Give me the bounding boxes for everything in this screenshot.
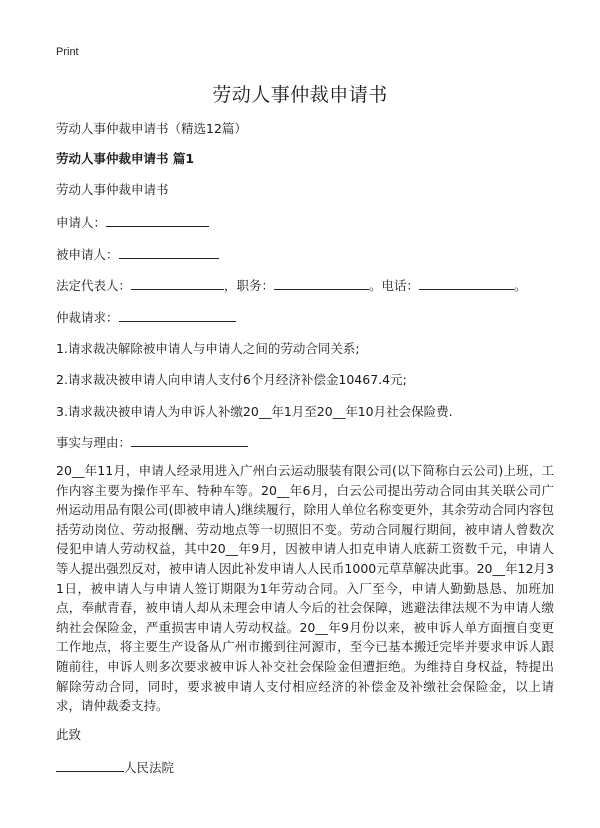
- document-subtitle: 劳动人事仲裁申请书（精选12篇）: [56, 121, 247, 136]
- form-title: 劳动人事仲裁申请书: [56, 182, 169, 197]
- facts-row: [56, 434, 248, 451]
- print-link[interactable]: Print: [56, 46, 79, 58]
- request-blank: [119, 309, 236, 322]
- court-suffix: 人民法院: [124, 760, 175, 775]
- respondent-blank: [119, 246, 219, 259]
- court-row: [56, 759, 174, 776]
- phone-label: 。电话：: [369, 278, 420, 293]
- applicant-label: 申请人：: [56, 215, 107, 230]
- request-item-2: 2.请求裁决被申请人向申请人支付6个月经济补偿金10467.4元;: [56, 372, 407, 387]
- position-label: ，职务：: [224, 278, 275, 293]
- closing-text: 此致: [56, 727, 82, 742]
- applicant-row: [56, 214, 209, 231]
- section-heading: 劳动人事仲裁申请书 篇1: [56, 151, 195, 166]
- legal-rep-row: [56, 277, 527, 294]
- phone-blank: [419, 277, 514, 290]
- request-item-1: 1.请求裁决解除被申请人与申请人之间的劳动合同关系;: [56, 341, 360, 356]
- facts-body-paragraph: 20__年11月，申请人经录用进入广州白云运动服装有限公司(以下简称白云公司)上班，工作内容主要为操作平车、特种车等。20__年6月，白云公司提出劳动合同由其关联公司广州运动用品有限公司(即被申请人)继续履行，除用人单位名称变更外，其余劳动合同内容包括劳动岗位、劳动报酬、劳动地点等一切照旧不变。劳动合同履行期间，被申请人曾数次侵犯申请人劳动权益，其中20__年9月，因被申请人扣克申请人底薪工资数千元，申请人等人提出强烈反对，被申请人因此补发申请人人民币1000元草草解决此事。20__年12月31日，被申请人与申请人签订期限为1年劳动合同。入厂至今，申请人勤勤恳恳、加班加点，奉献青春，被申请人却从未理会申请人今后的社会保障，逃避法律法规不为申请人缴纳社会保险金，严重损害申请人劳动权益。20__年9月份以来，被申诉人单方面擅自变更工作地点，将主要生产设备从广州市搬到往河源市，至今已基本搬迁完毕并要求申诉人跟随前往，申诉人则多次要求被申诉人补交社会保险金但遭拒绝。为维持自身权益，特提出解除劳动合同，同时，要求被申请人支付相应经济的补偿金及补缴社会保险金，以上请求，请仲裁委支持。: [56, 463, 554, 714]
- legal-rep-blank: [131, 277, 224, 290]
- request-row: [56, 309, 236, 326]
- respondent-label: 被申请人：: [56, 247, 119, 262]
- legal-rep-label: 法定代表人：: [56, 278, 132, 293]
- facts-blank: [131, 434, 248, 447]
- request-label: 仲裁请求：: [56, 310, 119, 325]
- respondent-row: [56, 246, 219, 263]
- request-item-3: 3.请求裁决被申请人为申诉人补缴20__年1月至20__年10月社会保险费.: [56, 404, 453, 419]
- document-title: 劳动人事仲裁申请书: [212, 84, 388, 106]
- phone-end: 。: [514, 278, 527, 293]
- court-blank: [56, 759, 124, 772]
- applicant-blank: [106, 214, 209, 227]
- position-blank: [274, 277, 369, 290]
- facts-label: 事实与理由：: [56, 435, 132, 450]
